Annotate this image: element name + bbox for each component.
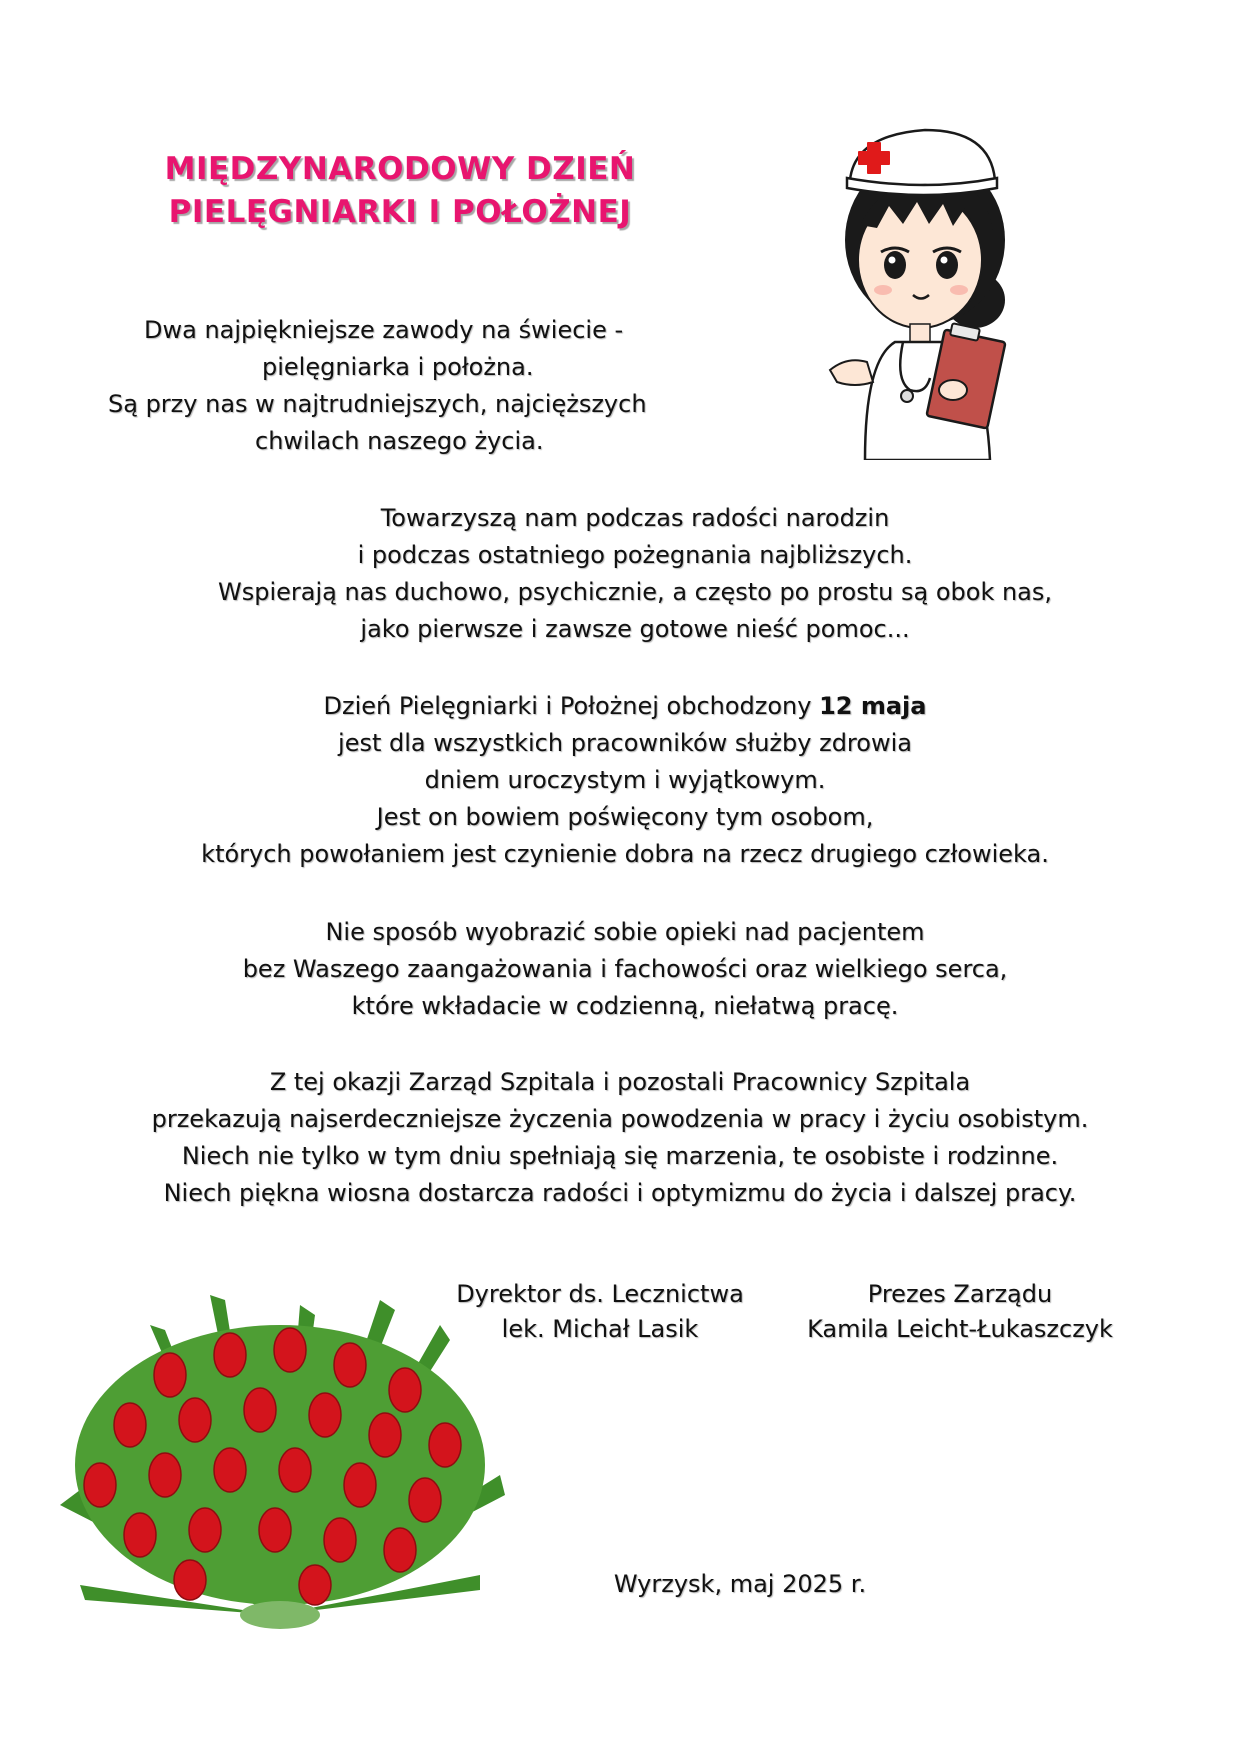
title-line-1: MIĘDZYNARODOWY DZIEŃ — [164, 151, 636, 187]
title-line-2: PIELĘGNIARKI I POŁOŻNEJ — [168, 194, 632, 230]
signature-right-name: Kamila Leicht-Łukaszczyk — [807, 1315, 1113, 1343]
p1-line-4: jako pierwsze i zawsze gotowe nieść pomoc... — [360, 615, 910, 643]
p4-line-1: Z tej okazji Zarząd Szpitala i pozostali Pracownicy Szpitala — [269, 1068, 971, 1096]
p4-line-4: Niech piękna wiosna dostarcza radości i optymizmu do życia i dalszej pracy. — [163, 1179, 1077, 1207]
intro-paragraph — [100, 312, 647, 460]
signature-left-role: Dyrektor ds. Lecznictwa — [456, 1280, 744, 1308]
signature-right-role: Prezes Zarządu — [867, 1280, 1053, 1308]
paragraph-1 — [110, 500, 1160, 648]
nurse-illustration-icon — [825, 120, 1065, 460]
p2-line-5: których powołaniem jest czynienie dobra na rzecz drugiego człowieka. — [201, 840, 1049, 868]
p2-line-2: jest dla wszystkich pracowników służby zdrowia — [338, 729, 912, 757]
p2-line-4: Jest on bowiem poświęcony tym osobom, — [376, 803, 874, 831]
intro-line-3: Są przy nas w najtrudniejszych, najcięższych — [108, 390, 647, 418]
p3-line-3: które wkładacie w codzienną, niełatwą pracę. — [351, 992, 899, 1020]
intro-line-2: pielęgniarka i położna. — [262, 353, 534, 381]
signature-right — [790, 1277, 1130, 1347]
p3-line-2: bez Waszego zaangażowania i fachowości oraz wielkiego serca, — [242, 955, 1008, 983]
tulip-bouquet-icon — [40, 1285, 510, 1630]
signature-left-name: lek. Michał Lasik — [501, 1315, 699, 1343]
intro-line-1: Dwa najpiękniejsze zawody na świecie - — [144, 316, 624, 344]
p2-date-highlight: 12 maja — [819, 692, 927, 720]
p4-line-2: przekazują najserdeczniejsze życzenia powodzenia w pracy i życiu osobistym. — [151, 1105, 1089, 1133]
p1-line-2: i podczas ostatniego pożegnania najbliższych. — [357, 541, 913, 569]
paragraph-3 — [100, 914, 1150, 1025]
paragraph-4 — [95, 1064, 1145, 1212]
p1-line-3: Wspierają nas duchowo, psychicznie, a często po prostu są obok nas, — [217, 578, 1053, 606]
intro-line-4: chwilach naszego życia. — [255, 427, 544, 455]
p3-line-1: Nie sposób wyobrazić sobie opieki nad pacjentem — [325, 918, 925, 946]
p2-line-1 — [100, 688, 1150, 725]
paragraph-2 — [100, 688, 1150, 873]
p1-line-1: Towarzyszą nam podczas radości narodzin — [380, 504, 890, 532]
p4-line-3: Niech nie tylko w tym dniu spełniają się marzenia, te osobiste i rodzinne. — [181, 1142, 1059, 1170]
p2-line-3: dniem uroczystym i wyjątkowym. — [424, 766, 826, 794]
place-date: Wyrzysk, maj 2025 r. — [613, 1570, 867, 1598]
p2-line-1-text: Dzień Pielęgniarki i Położnej obchodzony — [323, 692, 820, 720]
page-title — [150, 148, 650, 234]
